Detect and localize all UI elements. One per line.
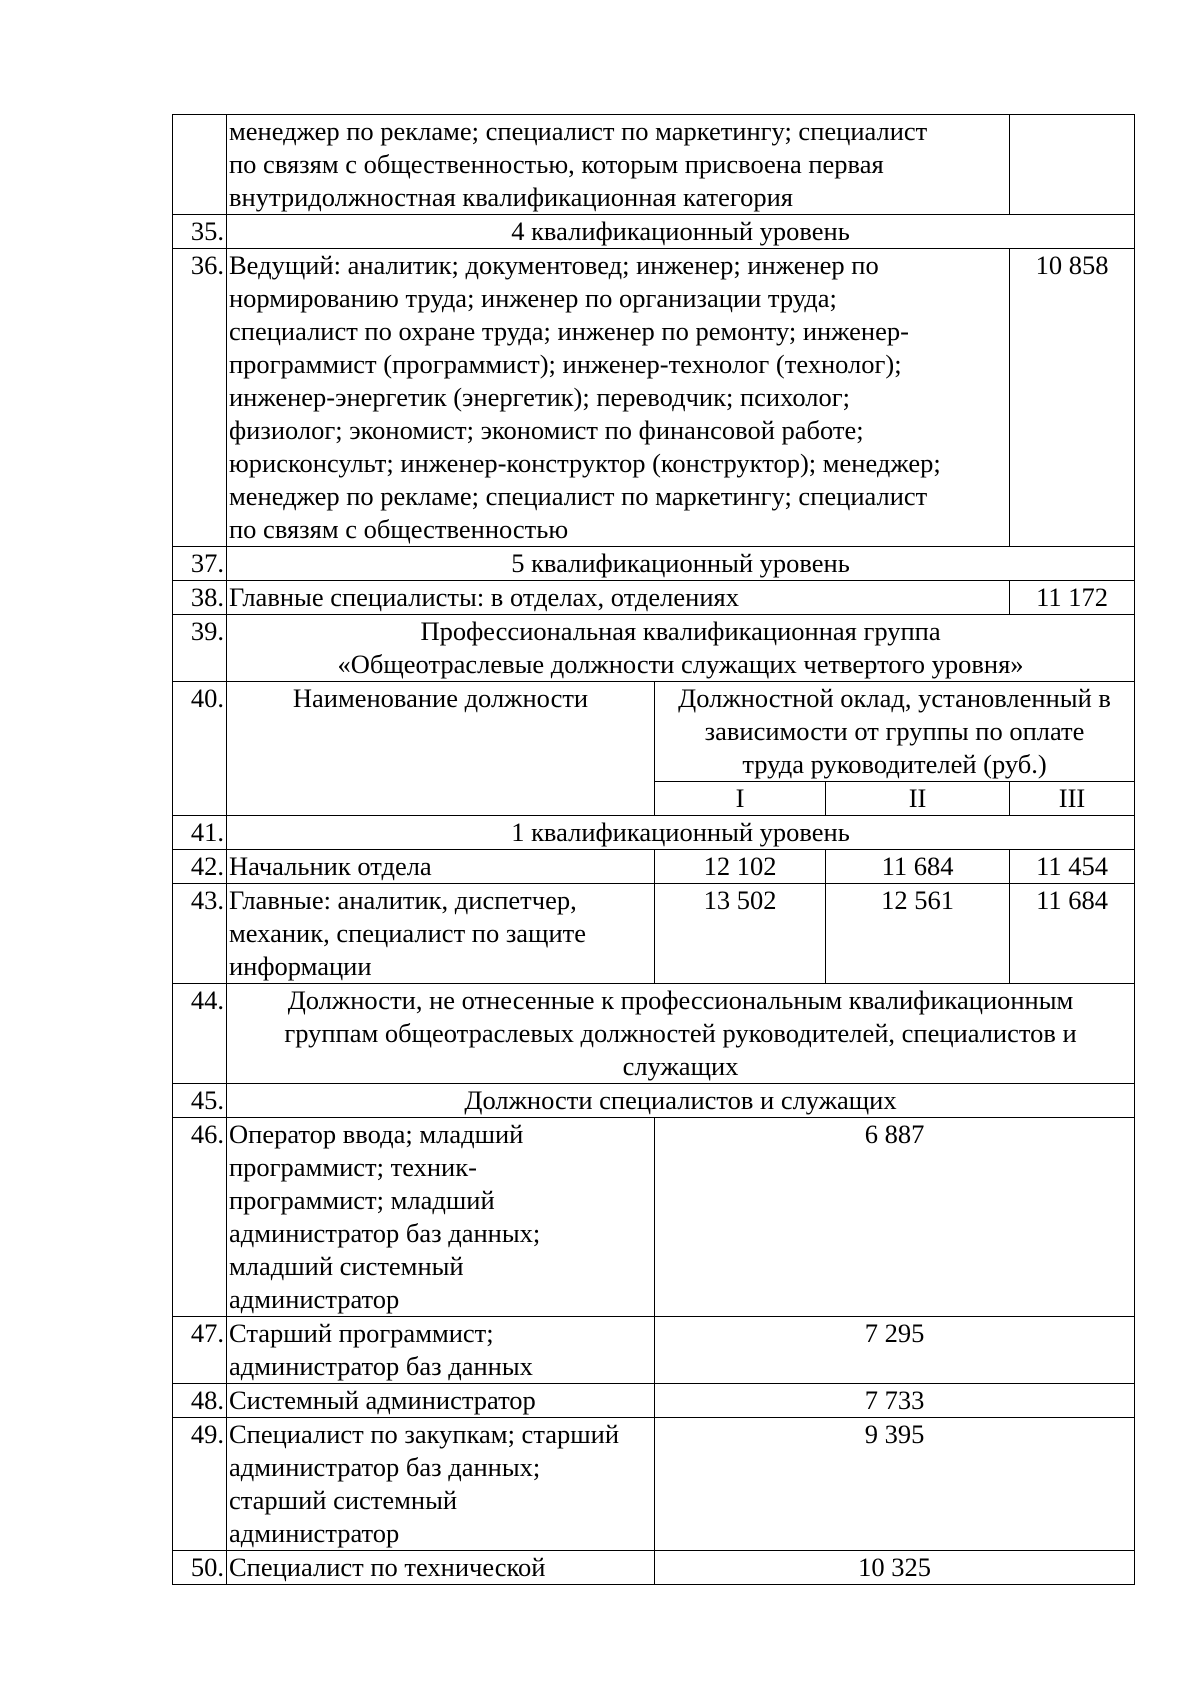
salary-group-2: 11 684	[826, 850, 1010, 884]
table-row	[173, 1317, 1135, 1384]
row-number: 44.	[173, 984, 227, 1084]
row-number: 38.	[173, 581, 227, 615]
salary-value: 6 887	[655, 1118, 1135, 1317]
row-number: 50.	[173, 1551, 227, 1585]
professional-group-heading: Профессиональная квалификационная группа «Общеотраслевые должности служащих четвертого уровня»	[227, 615, 1135, 682]
position-name: менеджер по рекламе; специалист по маркетингу; специалист по связям с общественностью, которым присвоена первая внутридолжностная квалификационная категория	[227, 115, 1010, 215]
salary-value: 7 733	[655, 1384, 1135, 1418]
table-row	[173, 884, 1135, 984]
position-name: Старший программист; администратор баз данных	[227, 1317, 655, 1384]
table-row	[173, 249, 1135, 547]
table-row	[173, 984, 1135, 1084]
salary-group-1: 12 102	[655, 850, 826, 884]
table-row	[173, 581, 1135, 615]
position-name: Оператор ввода; младший программист; техник- программист; младший администратор баз данных; младший системный администратор	[227, 1118, 655, 1317]
row-number	[173, 115, 227, 215]
salary-value: 7 295	[655, 1317, 1135, 1384]
table-row	[173, 1418, 1135, 1551]
table-row	[173, 547, 1135, 581]
position-name: Главные: аналитик, диспетчер, механик, специалист по защите информации	[227, 884, 655, 984]
salary-value: 11 172	[1010, 581, 1135, 615]
row-number: 40.	[173, 682, 227, 816]
table-row	[173, 1118, 1135, 1317]
table-row	[173, 850, 1135, 884]
position-name: Начальник отдела	[227, 850, 655, 884]
column-header-group-3: III	[1010, 782, 1135, 816]
position-name: Специалист по закупкам; старший администратор баз данных; старший системный администратор	[227, 1418, 655, 1551]
qualification-level-heading: 4 квалификационный уровень	[227, 215, 1135, 249]
row-number: 42.	[173, 850, 227, 884]
column-header-position: Наименование должности	[227, 682, 655, 816]
column-header-group-2: II	[826, 782, 1010, 816]
salary-value: 9 395	[655, 1418, 1135, 1551]
table-header-row	[173, 682, 1135, 782]
section-heading: Должности специалистов и служащих	[227, 1084, 1135, 1118]
position-name: Главные специалисты: в отделах, отделениях	[227, 581, 1010, 615]
table-row	[173, 1084, 1135, 1118]
row-number: 35.	[173, 215, 227, 249]
table-row	[173, 816, 1135, 850]
row-number: 37.	[173, 547, 227, 581]
row-number: 41.	[173, 816, 227, 850]
position-name: Ведущий: аналитик; документовед; инженер; инженер по нормированию труда; инженер по организации труда; специалист по охране труда; инженер по ремонту; инженер- программист (программист); инженер-технолог (технолог); инженер-энергетик (энергетик); переводчик; психолог; физиолог; экономист; экономист по финансовой работе; юрисконсульт; инженер-конструктор (конструктор); менеджер; менеджер по рекламе; специалист по маркетингу; специалист по связям с общественностью	[227, 249, 1010, 547]
qualification-level-heading: 1 квалификационный уровень	[227, 816, 1135, 850]
row-number: 47.	[173, 1317, 227, 1384]
row-number: 43.	[173, 884, 227, 984]
row-number: 46.	[173, 1118, 227, 1317]
salary-value	[1010, 115, 1135, 215]
section-heading: Должности, не отнесенные к профессиональным квалификационным группам общеотраслевых должностей руководителей, специалистов и служащих	[227, 984, 1135, 1084]
row-number: 39.	[173, 615, 227, 682]
position-name: Системный администратор	[227, 1384, 655, 1418]
salary-group-1: 13 502	[655, 884, 826, 984]
table-row	[173, 215, 1135, 249]
column-header-salary: Должностной оклад, установленный в зависимости от группы по оплате труда руководителей (руб.)	[655, 682, 1135, 782]
position-name: Специалист по технической	[227, 1551, 655, 1585]
row-number: 45.	[173, 1084, 227, 1118]
qualification-level-heading: 5 квалификационный уровень	[227, 547, 1135, 581]
table-row	[173, 1551, 1135, 1585]
row-number: 36.	[173, 249, 227, 547]
column-header-group-1: I	[655, 782, 826, 816]
salary-value: 10 325	[655, 1551, 1135, 1585]
salary-group-2: 12 561	[826, 884, 1010, 984]
salary-group-3: 11 684	[1010, 884, 1135, 984]
salary-group-3: 11 454	[1010, 850, 1135, 884]
table-row	[173, 615, 1135, 682]
table-row	[173, 115, 1135, 215]
salary-table	[172, 114, 1135, 1585]
table-row	[173, 1384, 1135, 1418]
row-number: 49.	[173, 1418, 227, 1551]
row-number: 48.	[173, 1384, 227, 1418]
salary-value: 10 858	[1010, 249, 1135, 547]
